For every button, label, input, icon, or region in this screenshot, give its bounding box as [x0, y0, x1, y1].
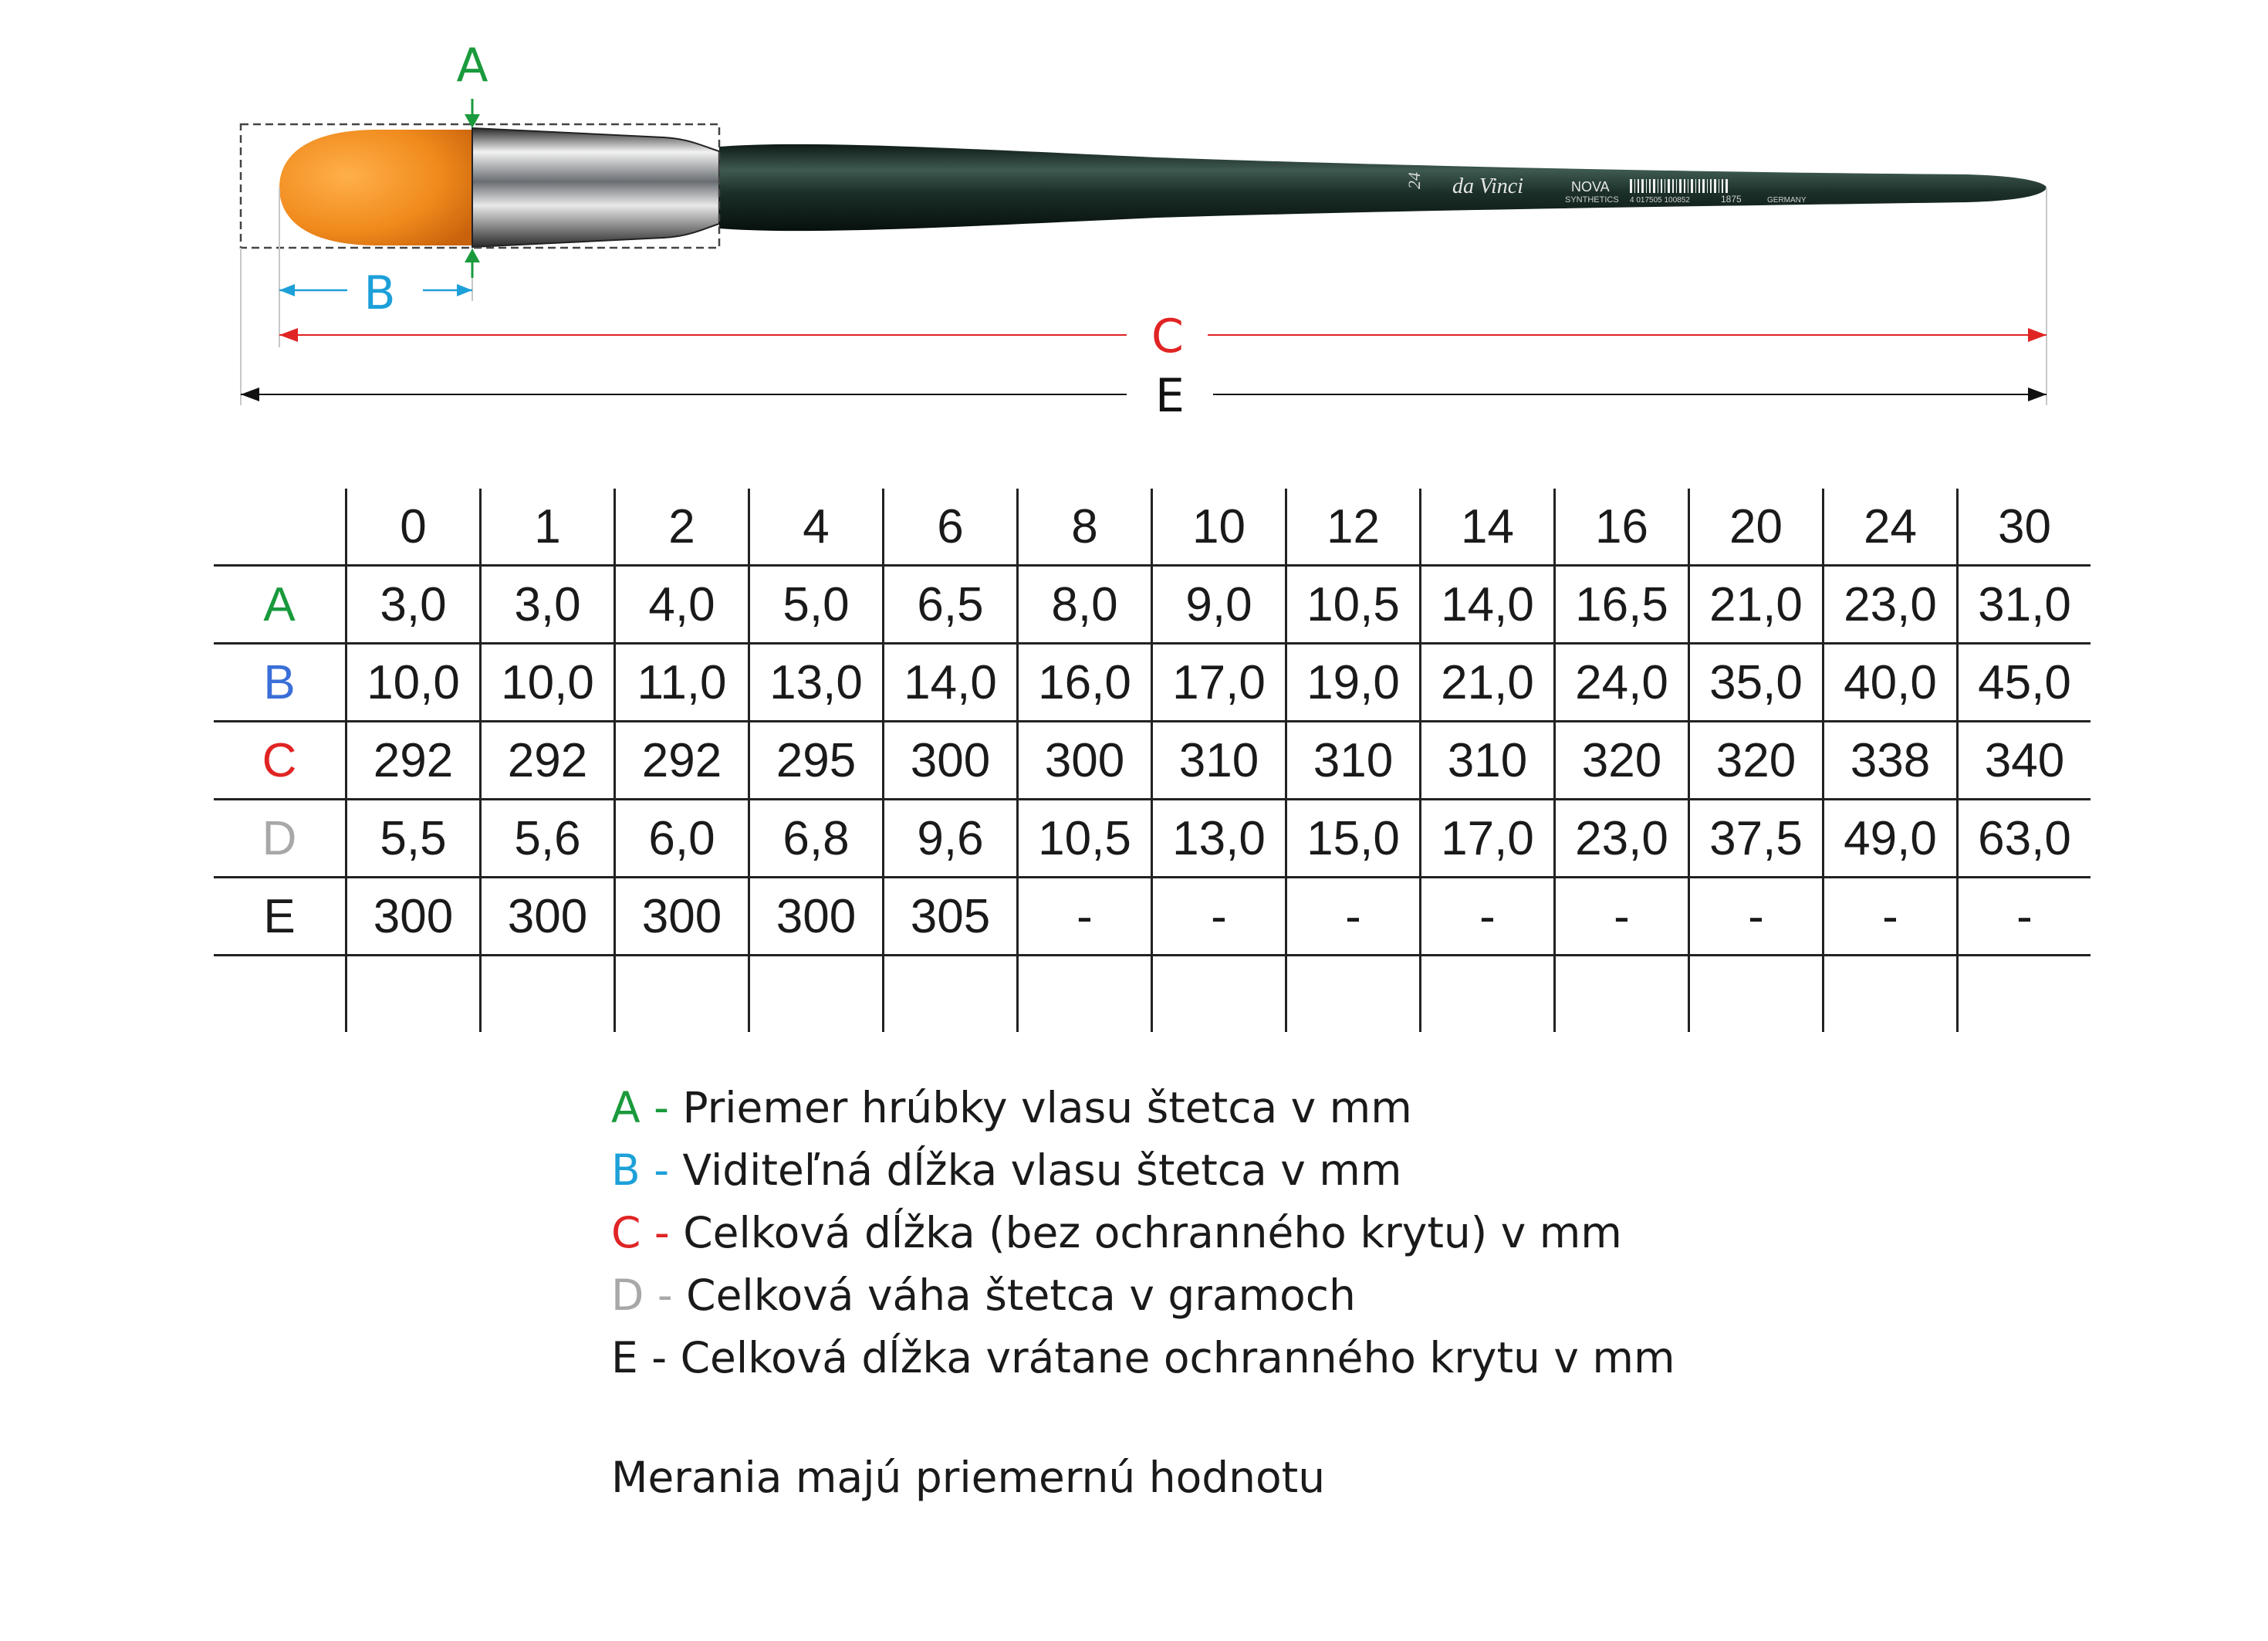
dimension-c-label: C	[1151, 310, 1184, 364]
value-cell: 300	[615, 878, 749, 956]
value-cell: 320	[1689, 722, 1824, 800]
brush-handle	[719, 144, 2047, 231]
handle-line-name: NOVA	[1571, 179, 1610, 195]
table-row-e	[214, 878, 2091, 956]
value-cell: 292	[346, 722, 481, 800]
legend-key: B -	[611, 1145, 670, 1195]
value-cell: 13,0	[1152, 800, 1286, 878]
value-cell: 10,0	[481, 644, 615, 722]
empty-cell	[1152, 956, 1286, 1033]
row-label: E	[214, 878, 346, 956]
size-header-cell: 16	[1555, 489, 1689, 566]
value-cell: 9,6	[884, 800, 1018, 878]
value-cell: 295	[749, 722, 884, 800]
empty-cell	[615, 956, 749, 1033]
value-cell: 45,0	[1958, 644, 2091, 722]
handle-size-mark: 24	[1404, 172, 1424, 189]
value-cell: 300	[1018, 722, 1152, 800]
value-cell: 14,0	[884, 644, 1018, 722]
table-row-a	[214, 566, 2091, 644]
value-cell: -	[1958, 878, 2091, 956]
value-cell: 21,0	[1689, 566, 1824, 644]
legend-text: Priemer hrúbky vlasu štetca v mm	[668, 1083, 1412, 1132]
value-cell: 300	[749, 878, 884, 956]
legend-item	[611, 1139, 1675, 1202]
empty-cell	[346, 956, 481, 1033]
value-cell: 17,0	[1152, 644, 1286, 722]
size-header-cell: 10	[1152, 489, 1286, 566]
value-cell: -	[1286, 878, 1421, 956]
value-cell: 310	[1286, 722, 1421, 800]
legend-text: Celková váha štetca v gramoch	[672, 1271, 1356, 1320]
brush-dimension-diagram	[0, 0, 2268, 448]
empty-cell	[1555, 956, 1689, 1033]
size-header-cell: 30	[1958, 489, 2091, 566]
value-cell: 23,0	[1555, 800, 1689, 878]
empty-cell	[214, 956, 346, 1033]
handle-line-sub: SYNTHETICS	[1565, 195, 1619, 205]
value-cell: 300	[884, 722, 1018, 800]
value-cell: 6,0	[615, 800, 749, 878]
handle-barcode-number: 4 017505 100852	[1630, 196, 1690, 205]
empty-cell	[1958, 956, 2091, 1033]
dimension-b	[279, 266, 472, 320]
table-row-b	[214, 644, 2091, 722]
empty-cell	[1421, 956, 1555, 1033]
size-header-cell: 2	[615, 489, 749, 566]
value-cell: -	[1824, 878, 1958, 956]
value-cell: 23,0	[1824, 566, 1958, 644]
value-cell: 340	[1958, 722, 2091, 800]
value-cell: 310	[1421, 722, 1555, 800]
value-cell: 292	[481, 722, 615, 800]
measurement-note: Merania majú priemernú hodnotu	[611, 1453, 1326, 1502]
legend-text: Viditeľná dĺžka vlasu štetca v mm	[669, 1145, 1402, 1195]
empty-cell	[1689, 956, 1824, 1033]
row-label: C	[214, 722, 346, 800]
handle-series: 1875	[1721, 194, 1742, 205]
dimension-a-label: A	[456, 39, 488, 93]
value-cell: 338	[1824, 722, 1958, 800]
value-cell: 6,8	[749, 800, 884, 878]
size-header-cell: 1	[481, 489, 615, 566]
dimension-e-label: E	[1155, 369, 1185, 423]
value-cell: 300	[346, 878, 481, 956]
legend-item	[611, 1077, 1675, 1139]
table-header-row	[214, 489, 2091, 566]
value-cell: 63,0	[1958, 800, 2091, 878]
empty-cell	[1286, 956, 1421, 1033]
value-cell: -	[1689, 878, 1824, 956]
value-cell: 10,0	[346, 644, 481, 722]
value-cell: 8,0	[1018, 566, 1152, 644]
table-corner-cell	[214, 489, 346, 566]
legend-item	[611, 1327, 1675, 1389]
value-cell: 16,5	[1555, 566, 1689, 644]
value-cell: 35,0	[1689, 644, 1824, 722]
size-header-cell: 20	[1689, 489, 1824, 566]
value-cell: 4,0	[615, 566, 749, 644]
row-label: B	[214, 644, 346, 722]
value-cell: -	[1421, 878, 1555, 956]
value-cell: 15,0	[1286, 800, 1421, 878]
value-cell: 300	[481, 878, 615, 956]
value-cell: -	[1152, 878, 1286, 956]
row-label: A	[214, 566, 346, 644]
value-cell: -	[1018, 878, 1152, 956]
legend-text: Celková dĺžka vrátane ochranného krytu v mm	[667, 1333, 1675, 1382]
value-cell: 21,0	[1421, 644, 1555, 722]
value-cell: 5,5	[346, 800, 481, 878]
legend-text: Celková dĺžka (bez ochranného krytu) v mm	[669, 1208, 1622, 1257]
handle-brand: da Vinci	[1452, 174, 1524, 198]
size-header-cell: 14	[1421, 489, 1555, 566]
dimension-b-label: B	[363, 266, 396, 320]
value-cell: 310	[1152, 722, 1286, 800]
table-row-c	[214, 722, 2091, 800]
empty-cell	[481, 956, 615, 1033]
value-cell: 6,5	[884, 566, 1018, 644]
value-cell: 14,0	[1421, 566, 1555, 644]
legend-item	[611, 1264, 1675, 1327]
value-cell: 292	[615, 722, 749, 800]
legend-key: A -	[611, 1083, 669, 1132]
value-cell: 5,0	[749, 566, 884, 644]
value-cell: 320	[1555, 722, 1689, 800]
empty-cell	[1018, 956, 1152, 1033]
value-cell: 3,0	[481, 566, 615, 644]
legend-key: E -	[611, 1333, 668, 1382]
value-cell: 10,5	[1286, 566, 1421, 644]
value-cell: -	[1555, 878, 1689, 956]
brush-bristles	[279, 130, 472, 245]
value-cell: 49,0	[1824, 800, 1958, 878]
dimension-e	[241, 369, 2047, 423]
value-cell: 9,0	[1152, 566, 1286, 644]
value-cell: 5,6	[481, 800, 615, 878]
handle-origin: GERMANY	[1767, 196, 1807, 205]
legend	[611, 1077, 1675, 1389]
dimension-c	[279, 310, 2047, 364]
size-header-cell: 0	[346, 489, 481, 566]
value-cell: 17,0	[1421, 800, 1555, 878]
legend-item	[611, 1202, 1675, 1264]
table-empty-row	[214, 956, 2091, 1033]
size-header-cell: 6	[884, 489, 1018, 566]
brush-ferrule	[472, 128, 719, 247]
value-cell: 16,0	[1018, 644, 1152, 722]
value-cell: 11,0	[615, 644, 749, 722]
value-cell: 37,5	[1689, 800, 1824, 878]
value-cell: 19,0	[1286, 644, 1421, 722]
size-header-cell: 12	[1286, 489, 1421, 566]
empty-cell	[749, 956, 884, 1033]
size-header-cell: 8	[1018, 489, 1152, 566]
empty-cell	[884, 956, 1018, 1033]
value-cell: 3,0	[346, 566, 481, 644]
table-row-d	[214, 800, 2091, 878]
value-cell: 24,0	[1555, 644, 1689, 722]
legend-key: C -	[611, 1208, 670, 1257]
value-cell: 305	[884, 878, 1018, 956]
empty-cell	[1824, 956, 1958, 1033]
legend-key: D -	[611, 1271, 673, 1320]
value-cell: 31,0	[1958, 566, 2091, 644]
size-header-cell: 24	[1824, 489, 1958, 566]
value-cell: 10,5	[1018, 800, 1152, 878]
value-cell: 13,0	[749, 644, 884, 722]
row-label: D	[214, 800, 346, 878]
size-header-cell: 4	[749, 489, 884, 566]
value-cell: 40,0	[1824, 644, 1958, 722]
size-spec-table	[214, 489, 2091, 1032]
